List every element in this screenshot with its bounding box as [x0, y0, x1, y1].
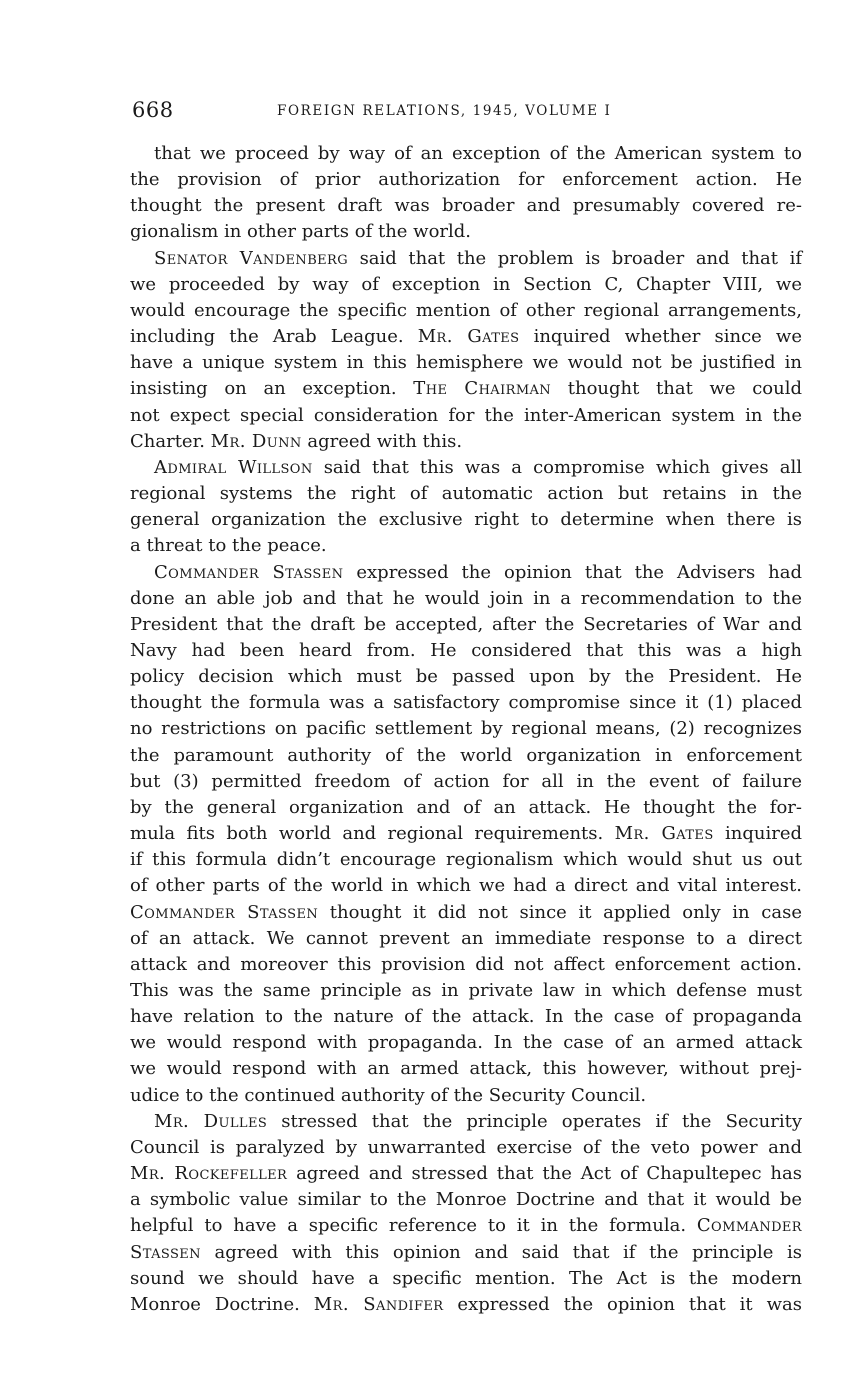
text-line: [130, 978, 802, 1004]
text-line: [130, 533, 802, 559]
text-line: [130, 1213, 802, 1239]
text-line: [130, 193, 802, 219]
text-run: have a unique system in this hemisphere we would not be justified in: [130, 352, 802, 374]
text-line: [130, 612, 802, 638]
text-run: if this formula didn’t encourage regionalism which would shut us out: [130, 849, 802, 871]
speaker-name: Mr. Dunn: [210, 430, 302, 452]
paragraph: [130, 141, 802, 246]
text-run: gionalism in other parts of the world.: [130, 221, 472, 243]
speaker-name: Mr. Rockefeller: [130, 1163, 288, 1185]
text-run: we would respond with an armed attack, this however, without prej-: [130, 1058, 802, 1080]
page-header: [132, 98, 802, 122]
speaker-name: Commander Stassen: [154, 561, 344, 583]
text-run: inquired: [713, 823, 802, 845]
text-run: thought the present draft was broader and presumably covered re-: [130, 195, 802, 217]
text-line: [130, 1135, 802, 1161]
text-line: [130, 952, 802, 978]
text-run: expressed the opinion that the Advisers had: [343, 561, 802, 583]
text-run: attack and moreover this provision did not affect enforcement action.: [130, 953, 802, 975]
text-line: [130, 1030, 802, 1056]
text-run: a symbolic value similar to the Monroe Doctrine and that it would be: [130, 1189, 802, 1211]
text-line: [130, 560, 802, 586]
text-run: agreed and stressed that the Act of Chapultepec has: [287, 1163, 802, 1185]
text-run: said that this was a compromise which gives all: [312, 456, 802, 478]
text-line: [130, 141, 802, 167]
text-line: [130, 638, 802, 664]
text-run: the provision of prior authorization for enforcement action. He: [130, 169, 802, 191]
text-line: [130, 429, 802, 455]
text-line: [130, 1240, 802, 1266]
text-run: expressed the opinion that it was: [443, 1293, 802, 1315]
text-run: Navy had been heard from. He considered that this was a high: [130, 639, 802, 661]
body-text: [130, 141, 802, 1318]
text-line: [130, 847, 802, 873]
text-run: mula fits both world and regional requirements.: [130, 823, 615, 845]
text-run: have relation to the nature of the attack. In the case of propaganda: [130, 1006, 802, 1028]
speaker-name: Mr. Gates: [614, 823, 714, 845]
text-run: of an attack. We cannot prevent an immediate response to a direct: [130, 927, 802, 949]
text-run: general organization the exclusive right to determine when there is: [130, 509, 802, 531]
speaker-name: Stassen: [130, 1241, 201, 1263]
text-run: said that the problem is broader and that if: [348, 247, 802, 269]
text-run: President that the draft be accepted, after the Secretaries of War and: [130, 613, 802, 635]
text-run: including the Arab League.: [130, 326, 418, 348]
text-run: that we proceed by way of an exception of the American system to: [154, 143, 802, 164]
text-line: [130, 1266, 802, 1292]
page-number: 668: [132, 98, 174, 122]
text-line: [130, 219, 802, 245]
text-run: thought it did not since it applied only in case: [318, 901, 802, 923]
text-line: [130, 324, 802, 350]
speaker-name: Mr. Gates: [417, 326, 520, 348]
text-run: not expect special consideration for the inter-American system in the: [130, 404, 802, 426]
text-run: policy decision which must be passed upon by the President. He: [130, 666, 802, 688]
text-run: by the general organization and of an attack. He thought the for-: [130, 796, 802, 818]
paragraph: [130, 246, 802, 455]
text-line: [130, 586, 802, 612]
text-line: [130, 690, 802, 716]
text-run: a threat to the peace.: [130, 535, 327, 557]
paragraph: [130, 560, 802, 1109]
text-run: insisting on an exception.: [130, 378, 414, 400]
speaker-name: Admiral Willson: [154, 456, 313, 478]
text-line: [130, 1161, 802, 1187]
text-line: [130, 1292, 802, 1318]
speaker-name: Mr. Dulles: [154, 1110, 268, 1132]
text-line: [130, 1004, 802, 1030]
text-run: agreed with this opinion and said that if the principle is: [200, 1241, 802, 1263]
text-line: [130, 795, 802, 821]
text-run: the paramount authority of the world organization in enforcement: [130, 744, 802, 766]
text-run: agreed with this.: [301, 430, 463, 452]
text-run: Monroe Doctrine.: [130, 1293, 314, 1315]
text-line: [130, 743, 802, 769]
text-run: done an able job and that he would join in a recommendation to the: [130, 587, 802, 609]
text-line: [130, 873, 802, 899]
text-run: but (3) permitted freedom of action for all in the event of failure: [130, 770, 802, 792]
text-run: Charter.: [130, 430, 211, 452]
text-run: of other parts of the world in which we had a direct and vital interest.: [130, 875, 802, 897]
text-line: [130, 481, 802, 507]
text-line: [130, 246, 802, 272]
text-line: [130, 350, 802, 376]
text-run: Council is paralyzed by unwarranted exercise of the veto power and: [130, 1136, 802, 1158]
text-line: [130, 403, 802, 429]
text-line: [130, 167, 802, 193]
text-run: helpful to have a specific reference to it in the formula.: [130, 1215, 697, 1237]
text-run: This was the same principle as in private law in which defense must: [130, 980, 802, 1001]
text-line: [130, 376, 802, 402]
text-line: [130, 272, 802, 298]
text-line: [130, 1187, 802, 1213]
text-run: would encourage the specific mention of other regional arrangements,: [130, 299, 802, 321]
speaker-name: Commander: [696, 1215, 802, 1237]
text-line: [130, 455, 802, 481]
text-line: [130, 1056, 802, 1082]
text-run: udice to the continued authority of the Security Council.: [130, 1084, 647, 1106]
running-head: FOREIGN RELATIONS, 1945, VOLUME I: [277, 103, 612, 119]
text-line: [130, 664, 802, 690]
text-line: [130, 769, 802, 795]
speaker-name: The Chairman: [413, 378, 552, 400]
text-line: [130, 507, 802, 533]
text-run: thought that we could: [551, 378, 802, 400]
text-run: we would respond with propaganda. In the case of an armed attack: [130, 1032, 802, 1054]
paragraph: [130, 1109, 802, 1318]
text-run: regional systems the right of automatic action but retains in the: [130, 483, 802, 505]
text-line: [130, 716, 802, 742]
text-run: thought the formula was a satisfactory compromise since it (1) placed: [130, 692, 802, 714]
paragraph: [130, 455, 802, 560]
text-line: [130, 1083, 802, 1109]
text-line: [130, 1109, 802, 1135]
text-run: no restrictions on pacific settlement by regional means, (2) recognizes: [130, 718, 802, 740]
text-run: we proceeded by way of exception in Section C, Chapter VIII, we: [130, 273, 802, 295]
text-line: [130, 298, 802, 324]
text-line: [130, 821, 802, 847]
text-run: stressed that the principle operates if the Security: [267, 1110, 802, 1132]
speaker-name: Senator Vandenberg: [154, 247, 349, 269]
text-line: [130, 926, 802, 952]
text-run: sound we should have a specific mention. The Act is the modern: [130, 1267, 802, 1289]
speaker-name: Commander Stassen: [130, 901, 319, 923]
text-run: inquired whether since we: [519, 326, 802, 348]
speaker-name: Mr. Sandifer: [313, 1293, 444, 1315]
text-line: [130, 900, 802, 926]
